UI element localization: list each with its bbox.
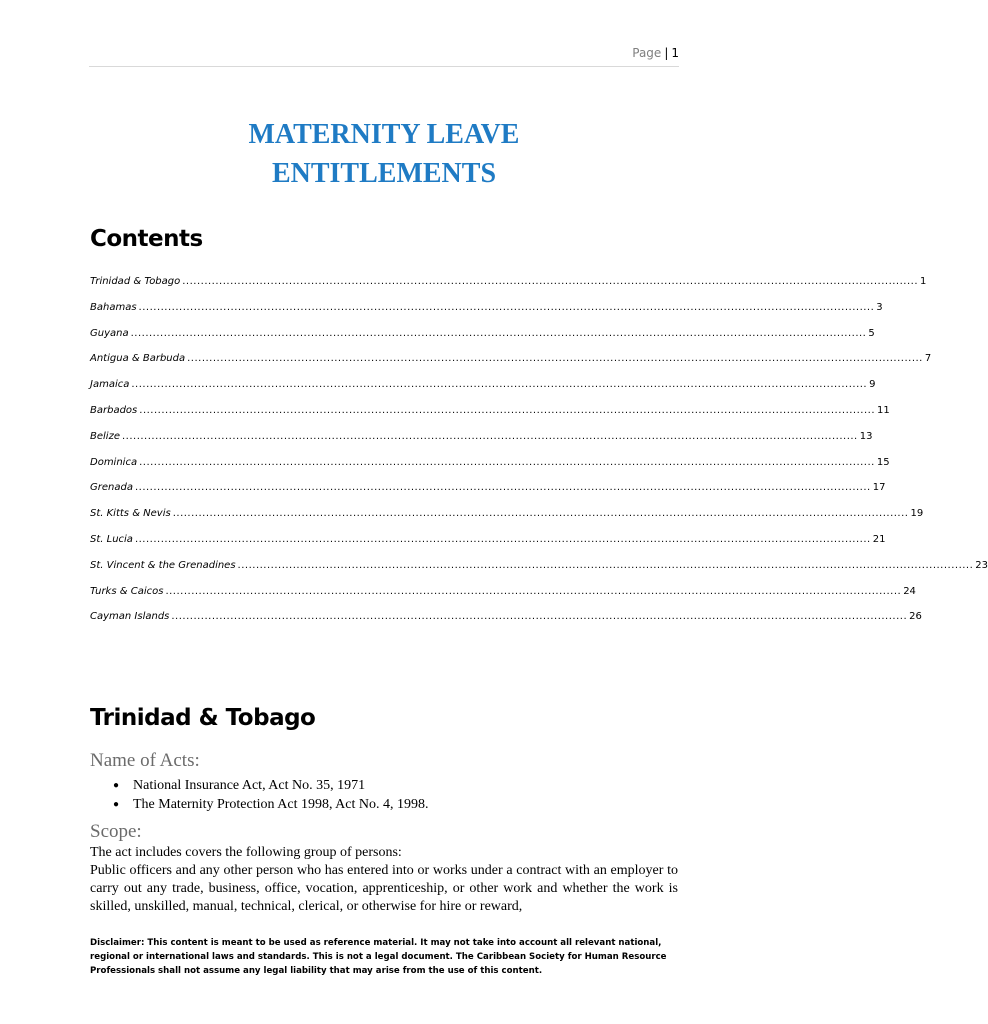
toc-entry[interactable]	[90, 327, 875, 354]
toc-leader-dots: ........................................................................................................................................................................................................	[131, 379, 868, 391]
section-heading: Trinidad & Tobago	[90, 705, 316, 731]
toc-entry[interactable]	[90, 456, 890, 483]
toc-entry-page: 17	[872, 482, 886, 494]
toc-entry[interactable]	[90, 379, 876, 405]
toc-entry-page: 26	[909, 611, 922, 623]
page-header	[89, 46, 679, 67]
toc-entry-page: 23	[975, 559, 988, 571]
toc-entry-page: 9	[869, 379, 876, 391]
toc-entry-page: 13	[859, 430, 873, 442]
toc-entry-label: Turks & Caicos	[90, 585, 164, 597]
toc-leader-dots: ........................................................................................................................................................................................................	[121, 430, 858, 442]
toc-entry[interactable]	[90, 482, 886, 508]
list-item: ● National Insurance Act, Act No. 35, 1971	[113, 776, 429, 795]
toc-leader-dots: ........................................................................................................................................................................................................	[130, 327, 867, 339]
list-item: ● The Maternity Protection Act 1998, Act No. 4, 1998.	[113, 795, 429, 814]
toc-entry-label: Jamaica	[90, 379, 130, 391]
toc-entry-page: 5	[868, 327, 875, 339]
toc-entry[interactable]	[90, 301, 883, 328]
toc-entry-label: Dominica	[90, 456, 138, 468]
toc-entry-page: 21	[872, 533, 886, 545]
page-separator: |	[664, 46, 669, 60]
toc-leader-dots: ........................................................................................................................................................................................................	[139, 456, 875, 468]
toc-entry[interactable]	[90, 404, 890, 431]
toc-leader-dots: ........................................................................................................................................................................................................	[187, 353, 923, 365]
toc-entry[interactable]	[90, 276, 927, 302]
toc-entry[interactable]	[90, 430, 873, 457]
document-title-line-2: ENTITLEMENTS	[271, 158, 497, 189]
toc-entry-page: 15	[876, 456, 890, 468]
toc-entry-label: Antigua & Barbuda	[90, 353, 186, 365]
toc-entry-label: Guyana	[90, 327, 129, 339]
toc-leader-dots: ........................................................................................................................................................................................................	[139, 404, 876, 416]
disclaimer: Disclaimer: This content is meant to be used as reference material. It may not take into account all relevant national, regional or international laws and standards. This is not a legal document. The Caribbean Society for Human Resource Professionals shall not assume any legal liability that may arise from the use of this content.	[90, 938, 667, 976]
page-number: 1	[671, 46, 679, 60]
toc-entry[interactable]	[90, 611, 922, 637]
toc-entry[interactable]	[90, 533, 886, 560]
toc-entry-label: Belize	[90, 430, 120, 442]
toc-entry-label: St. Lucia	[90, 533, 133, 545]
toc-entry[interactable]	[90, 353, 932, 379]
scope-body: Public officers and any other person who has entered into or works under a contract with an employer to carry out any trade, business, office, vocation, apprenticeship, or other work and whether the work is skilled, unskilled, manual, technical, clerical, or otherwise for hire or reward,	[90, 863, 678, 914]
scope-text	[90, 844, 678, 916]
toc-entry-page: 11	[877, 404, 890, 416]
document-title-line-1: MATERNITY LEAVE	[248, 119, 520, 150]
toc-leader-dots: ........................................................................................................................................................................................................	[171, 611, 908, 623]
acts-heading: Name of Acts:	[90, 750, 200, 771]
toc-entry-page: 24	[903, 585, 916, 597]
toc-leader-dots: ........................................................................................................................................................................................................	[134, 482, 871, 494]
toc-leader-dots: ........................................................................................................................................................................................................	[182, 276, 918, 287]
scope-heading: Scope:	[90, 821, 142, 842]
toc-leader-dots: ........................................................................................................................................................................................................	[165, 585, 902, 597]
toc-leader-dots: ........................................................................................................................................................................................................	[134, 533, 871, 545]
toc-entry[interactable]	[90, 559, 988, 586]
toc-entry-label: Bahamas	[90, 301, 137, 313]
toc-entry-label: St. Vincent & the Grenadines	[90, 559, 236, 571]
scope-intro: The act includes covers the following group of persons:	[90, 845, 402, 860]
toc-entry-page: 3	[876, 301, 883, 313]
toc-entry-label: St. Kitts & Nevis	[90, 508, 171, 520]
toc-leader-dots: ........................................................................................................................................................................................................	[138, 301, 875, 313]
toc-leader-dots: ........................................................................................................................................................................................................	[172, 508, 909, 520]
toc-entry-label: Barbados	[90, 404, 138, 416]
toc-entry[interactable]	[90, 508, 924, 534]
acts-list	[113, 776, 429, 814]
toc-entry-page: 7	[924, 353, 932, 365]
table-of-contents	[90, 276, 988, 637]
toc-entry-label: Cayman Islands	[90, 611, 170, 623]
toc-entry-page: 19	[910, 508, 924, 520]
contents-heading: Contents	[90, 226, 203, 252]
toc-entry[interactable]	[90, 585, 916, 612]
toc-entry-label: Trinidad & Tobago	[90, 276, 181, 287]
page-label: Page	[632, 46, 662, 60]
toc-leader-dots: ........................................................................................................................................................................................................	[237, 559, 974, 571]
toc-entry-page: 1	[920, 276, 927, 287]
document-title	[89, 115, 679, 193]
toc-entry-label: Grenada	[90, 482, 133, 494]
